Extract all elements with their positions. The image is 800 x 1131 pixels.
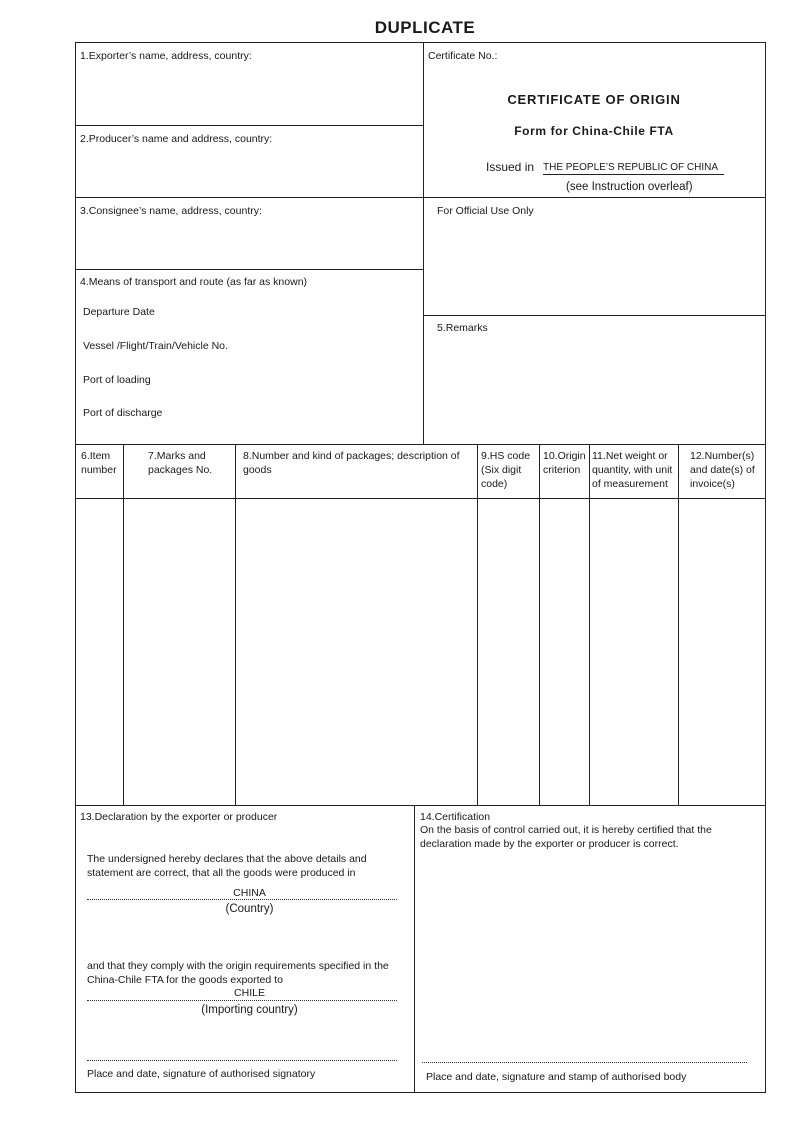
- certificate-title: CERTIFICATE OF ORIGIN: [507, 92, 681, 107]
- remarks-label: 5.Remarks: [437, 322, 488, 334]
- signatory-label: Place and date, signature of authorised signatory: [87, 1068, 316, 1080]
- declaration-statement: The undersigned hereby declares that the above details and statement are correct, that all the goods were produced in: [87, 853, 367, 879]
- divider: [414, 805, 415, 1092]
- col-description: 8.Number and kind of packages; description of goods: [243, 450, 460, 476]
- authorised-body-label: Place and date, signature and stamp of authorised body: [426, 1071, 687, 1083]
- certification-label: 14.Certification: [420, 811, 491, 823]
- document-title: DUPLICATE: [374, 18, 476, 37]
- certificate-no-label: Certificate No.:: [428, 50, 498, 62]
- certification-text: On the basis of control carried out, it is hereby certified that the declaration made by the exporter or producer is correct.: [420, 824, 712, 850]
- divider: [123, 444, 124, 805]
- divider: [678, 444, 679, 805]
- col-hs-code: 9.HS code (Six digit code): [481, 450, 531, 490]
- divider: [75, 805, 765, 806]
- col-item-number: 6.Item number: [81, 450, 117, 476]
- divider: [235, 444, 236, 805]
- transport-label: 4.Means of transport and route (as far as known): [80, 276, 308, 288]
- country-caption: (Country): [225, 903, 274, 915]
- divider: [477, 444, 478, 805]
- col-origin-criterion: 10.Origin criterion: [543, 450, 586, 476]
- port-discharge-label: Port of discharge: [83, 407, 163, 419]
- divider: [75, 498, 765, 499]
- signatory-dotted-line: [87, 1060, 397, 1061]
- vessel-label: Vessel /Flight/Train/Vehicle No.: [83, 340, 228, 352]
- divider: [423, 315, 765, 316]
- declaration-label: 13.Declaration by the exporter or producer: [80, 811, 278, 823]
- port-loading-label: Port of loading: [83, 374, 151, 386]
- importing-country: CHILE: [234, 987, 265, 999]
- comply-statement: and that they comply with the origin requirements specified in the China-Chile FTA for the goods exported to: [87, 960, 389, 986]
- official-use-label: For Official Use Only: [437, 205, 534, 217]
- instruction-note: (see Instruction overleaf): [566, 181, 693, 193]
- col-invoice: 12.Number(s) and date(s) of invoice(s): [690, 450, 755, 490]
- exporter-label: 1.Exporter’s name, address, country:: [80, 50, 252, 62]
- divider: [539, 444, 540, 805]
- divider: [75, 197, 765, 198]
- col-net-weight: 11.Net weight or quantity, with unit of measurement: [592, 450, 673, 490]
- country-dotted-line: [87, 899, 397, 900]
- divider: [75, 125, 423, 126]
- produced-country: CHINA: [233, 887, 266, 899]
- divider: [75, 269, 423, 270]
- certificate-subtitle: Form for China-Chile FTA: [514, 124, 674, 138]
- consignee-label: 3.Consignee’s name, address, country:: [80, 205, 262, 217]
- form-frame: [75, 42, 766, 1093]
- authorised-body-dotted-line: [422, 1062, 747, 1063]
- divider: [75, 444, 765, 445]
- issued-country: THE PEOPLE’S REPUBLIC OF CHINA: [543, 162, 724, 175]
- col-marks-packages: 7.Marks and packages No.: [148, 450, 213, 476]
- divider: [589, 444, 590, 805]
- departure-date-label: Departure Date: [83, 306, 155, 318]
- importing-caption: (Importing country): [201, 1004, 298, 1016]
- issued-label: Issued in: [486, 160, 535, 174]
- producer-label: 2.Producer’s name and address, country:: [80, 133, 273, 145]
- importing-dotted-line: [87, 1000, 397, 1001]
